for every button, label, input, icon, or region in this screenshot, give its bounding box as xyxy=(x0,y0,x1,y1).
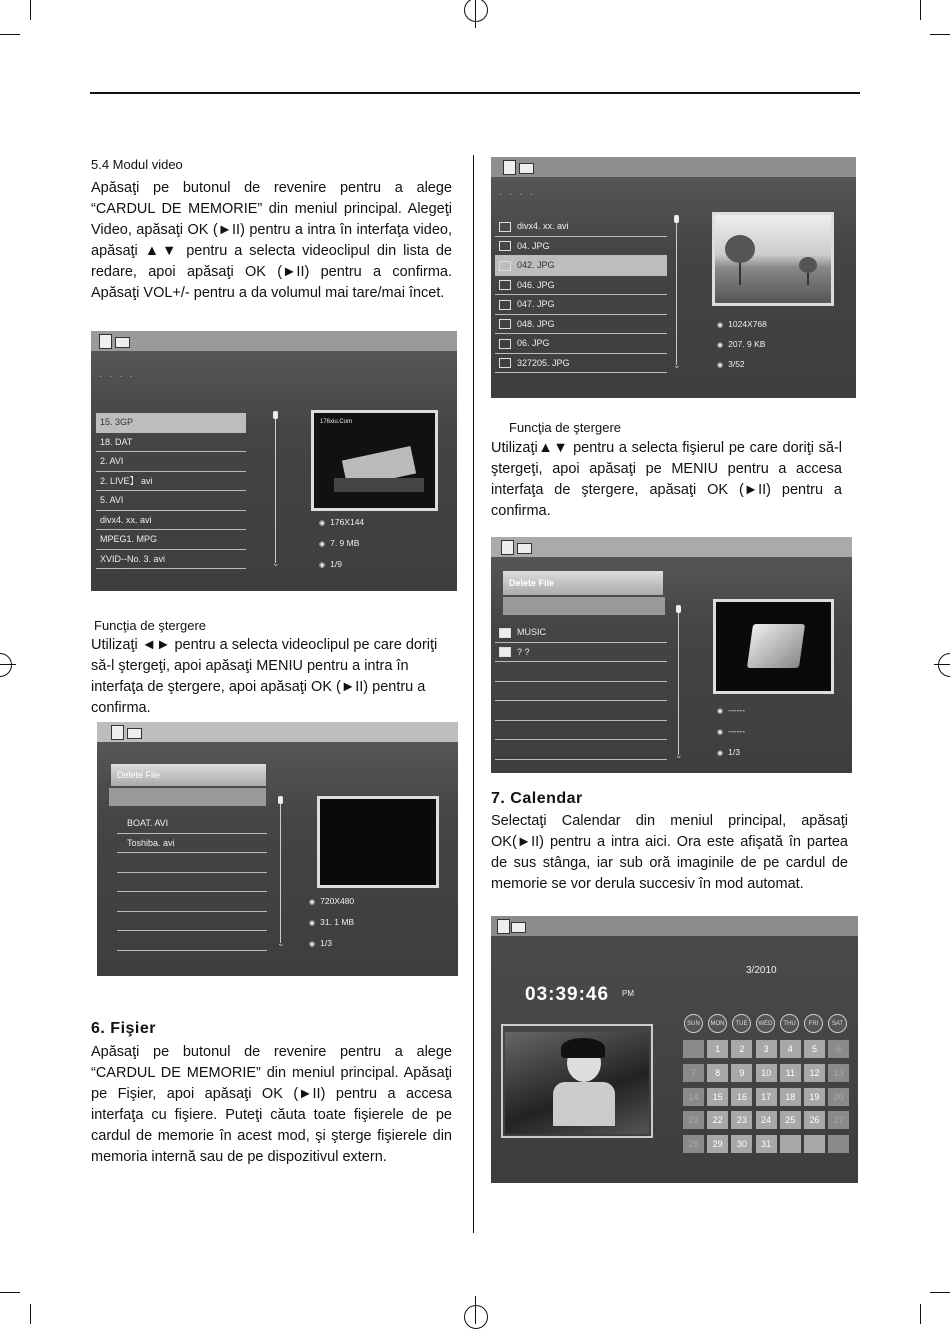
slideshow-photo xyxy=(505,1032,649,1134)
calendar-day-cell[interactable]: 18 xyxy=(780,1088,801,1106)
column-divider xyxy=(473,155,474,1233)
registration-mark xyxy=(934,664,950,665)
card-icon xyxy=(501,540,514,555)
screen-top-bar xyxy=(97,722,458,742)
list-item[interactable]: MPEG1. MPG xyxy=(96,530,246,550)
calendar-day-cell[interactable]: 29 xyxy=(707,1135,728,1153)
tv-icon xyxy=(115,337,130,348)
size-value: ◉ 31. 1 MB xyxy=(309,917,354,938)
list-item[interactable] xyxy=(495,721,667,741)
list-item[interactable] xyxy=(117,931,267,951)
person-hair xyxy=(561,1038,605,1058)
calendar-day-cell[interactable]: 2 xyxy=(731,1040,752,1058)
list-item[interactable]: Toshiba. avi xyxy=(117,834,267,854)
screen-top-bar xyxy=(491,537,852,557)
weekday-tue: TUE xyxy=(732,1014,751,1033)
video-intro-text: Apăsaţi pe butonul de revenire pentru a alege “CARDUL DE MEMORIE” din meniul principal. Alegeţi Video, apăsaţi OK (►II) pentru a intra în interfaţa video, apăsaţi ▲▼ pentru a selecta videoclipul din lista de redare, apoi apăsaţi OK (►II) pentru a confirma. Apăsaţi VOL+/- pentru a da volumul mai tare/mai încet. xyxy=(91,180,452,301)
list-item[interactable]: XVID--No. 3. avi xyxy=(96,550,246,570)
screen-top-bar xyxy=(491,157,856,177)
file-name: MUSIC xyxy=(517,627,546,637)
calendar-day-cell[interactable]: 10 xyxy=(756,1064,777,1082)
list-item[interactable] xyxy=(495,643,667,663)
file-list xyxy=(495,217,667,373)
calendar-day-cell[interactable]: 9 xyxy=(731,1064,752,1082)
header-rule xyxy=(90,92,860,94)
list-item[interactable] xyxy=(495,217,667,237)
calendar-day-cell[interactable]: 30 xyxy=(731,1135,752,1153)
crop-mark xyxy=(930,34,950,35)
calendar-day-cell[interactable]: 25 xyxy=(780,1111,801,1129)
card-icon xyxy=(503,160,516,175)
list-item[interactable]: BOAT. AVI xyxy=(117,814,267,834)
list-item-selected[interactable] xyxy=(495,256,667,276)
card-icon xyxy=(99,334,112,349)
list-item[interactable] xyxy=(495,315,667,335)
crop-mark xyxy=(30,1304,31,1324)
resolution-value: ◉ 1024X768 xyxy=(717,319,767,339)
crop-mark xyxy=(920,0,921,20)
scrollbar[interactable] xyxy=(280,798,281,943)
image-file-icon xyxy=(499,241,511,251)
calendar-day-cell[interactable]: 5 xyxy=(804,1040,825,1058)
image-info xyxy=(717,319,767,379)
list-item[interactable] xyxy=(117,853,267,873)
list-item[interactable] xyxy=(495,701,667,721)
calendar-screen xyxy=(491,916,858,1183)
calendar-day-cell[interactable]: 16 xyxy=(731,1088,752,1106)
tree-foliage xyxy=(725,235,755,263)
registration-mark xyxy=(0,664,16,665)
file-name: 047. JPG xyxy=(517,299,555,309)
weekday-sun: SUN xyxy=(684,1014,703,1033)
index-value: ◉ 1/3 xyxy=(717,747,745,768)
scrollbar[interactable] xyxy=(676,217,677,365)
size-value: ◉ 207. 9 KB xyxy=(717,339,767,359)
file-name: 048. JPG xyxy=(517,318,555,329)
calendar-day-cell[interactable] xyxy=(828,1135,849,1153)
registration-mark xyxy=(475,0,476,28)
image-file-icon xyxy=(499,358,511,368)
calendar-day-cell[interactable]: 4 xyxy=(780,1040,801,1058)
index-value: ◉ 1/9 xyxy=(319,559,364,580)
calendar-day-cell[interactable] xyxy=(780,1135,801,1153)
delete-video-screen xyxy=(97,722,458,976)
list-item[interactable] xyxy=(117,892,267,912)
list-item[interactable] xyxy=(495,276,667,296)
resolution-value: ◉ 176X144 xyxy=(319,517,364,538)
registration-mark xyxy=(0,653,12,677)
tv-icon xyxy=(127,728,142,739)
file-name: 327205. JPG xyxy=(517,357,570,368)
calendar-day-cell[interactable]: 7 xyxy=(683,1064,704,1082)
calendar-day-cell[interactable]: 3 xyxy=(756,1040,777,1058)
list-item[interactable] xyxy=(495,295,667,315)
list-item[interactable] xyxy=(495,682,667,702)
video-thumbnail xyxy=(311,410,438,511)
calendar-day-cell[interactable]: 11 xyxy=(780,1064,801,1082)
calendar-day-cell[interactable]: 20 xyxy=(828,1088,849,1106)
calendar-day-cell[interactable]: 14 xyxy=(683,1088,704,1106)
screen-top-bar xyxy=(91,331,457,351)
calendar-day-cell[interactable]: 31 xyxy=(756,1135,777,1153)
delete-file-option[interactable] xyxy=(503,597,665,615)
image-file-icon xyxy=(499,319,511,329)
calendar-day-cell[interactable]: 15 xyxy=(707,1088,728,1106)
calendar-day-cell[interactable]: 12 xyxy=(804,1064,825,1082)
weekday-thu: THU xyxy=(780,1014,799,1033)
calendar-day-cell[interactable]: 26 xyxy=(804,1111,825,1129)
list-item[interactable] xyxy=(495,740,667,760)
video-screen xyxy=(91,331,457,591)
video-file-icon xyxy=(499,222,511,232)
clock-time: 03:39:46 xyxy=(525,984,610,1005)
file-text: Apăsaţi pe butonul de revenire pentru a alege “CARDUL DE MEMORIE” din meniul principal. Apăsaţi pe Fişier, apoi apăsaţi OK (►II) pentru a accesa interfaţa cu fişiere. Puteţi căuta toate fişierele de pe cardul de memorie în acest mod, şi şterge fişierele din memoria internă sau de pe dispozitivul extern. xyxy=(91,1044,452,1165)
list-item[interactable]: 18. DAT xyxy=(96,433,246,453)
clock-ampm: PM xyxy=(622,989,634,998)
folder-icon xyxy=(499,647,511,657)
file-info xyxy=(717,705,745,768)
calendar-icon xyxy=(511,922,526,933)
image-file-icon xyxy=(499,280,511,290)
crop-mark xyxy=(0,34,20,35)
folder-icon xyxy=(517,543,532,554)
registration-mark xyxy=(464,0,488,22)
calendar-day-cell[interactable]: 13 xyxy=(828,1064,849,1082)
index-value: ◉ 3/52 xyxy=(717,359,767,379)
list-item[interactable]: 5. AVI xyxy=(96,491,246,511)
image-file-icon xyxy=(499,261,511,271)
folder-icon xyxy=(519,163,534,174)
image-file-icon xyxy=(499,339,511,349)
scrollbar[interactable] xyxy=(678,607,679,755)
scrollbar[interactable] xyxy=(275,413,276,563)
list-item[interactable]: 15. 3GP xyxy=(96,413,246,433)
calendar-day-cell[interactable] xyxy=(804,1135,825,1153)
file-name: 06. JPG xyxy=(517,338,550,348)
crop-mark xyxy=(930,1292,950,1293)
delete-file-list xyxy=(117,814,267,951)
video-thumbnail xyxy=(317,796,439,888)
list-item[interactable] xyxy=(495,354,667,374)
card-icon xyxy=(497,919,510,934)
crop-mark xyxy=(0,1292,20,1293)
weekday-wed: WED xyxy=(756,1014,775,1033)
resolution-value: ◉ ------ xyxy=(717,705,745,726)
file-name: 04. JPG xyxy=(517,240,550,251)
list-item[interactable] xyxy=(495,662,667,682)
file-heading: 6. Fişier xyxy=(91,1020,156,1037)
file-name: 042. JPG xyxy=(517,260,555,270)
list-item[interactable]: 2. LIVE】 avi xyxy=(96,472,246,492)
calendar-day-cell[interactable]: 28 xyxy=(683,1135,704,1153)
card-icon xyxy=(111,725,124,740)
folder-preview xyxy=(713,599,834,694)
resolution-value: ◉ 720X480 xyxy=(309,896,354,917)
registration-mark xyxy=(475,1296,476,1324)
file-name: ? ? xyxy=(517,646,530,657)
delete-file-list xyxy=(495,623,667,760)
calendar-month: 3/2010 xyxy=(746,965,777,976)
list-item[interactable] xyxy=(495,237,667,257)
crop-mark xyxy=(920,1304,921,1324)
slideshow-frame xyxy=(501,1024,653,1138)
calendar-day-cell[interactable]: 23 xyxy=(731,1111,752,1129)
calendar-day-cell[interactable]: 24 xyxy=(756,1111,777,1129)
size-value: ◉ ------ xyxy=(717,726,745,747)
folder-icon xyxy=(499,628,511,638)
index-value: ◉ 1/3 xyxy=(309,938,354,959)
section-title-video: 5.4 Modul video xyxy=(91,157,183,172)
person-body xyxy=(553,1082,615,1126)
calendar-day-cell[interactable]: 8 xyxy=(707,1064,728,1082)
calendar-day-cell[interactable]: 21 xyxy=(683,1111,704,1129)
calendar-day-cell[interactable] xyxy=(683,1040,704,1058)
water-shape xyxy=(334,478,424,492)
delete-title-left: Funcţia de ştergere xyxy=(94,618,207,633)
calendar-day-cell[interactable]: 6 xyxy=(828,1040,849,1058)
calendar-heading: 7. Calendar xyxy=(491,790,583,807)
image-file-icon xyxy=(499,300,511,310)
tree-foliage xyxy=(799,257,817,273)
delete-text-left: Utilizaţi ◄► pentru a selecta videoclipul pe care doriţi să-l ştergeţi, apoi apăsaţi MENIU pentru a intra în interfaţa de ştergere, apoi apăsaţi OK (►II) pentru a confirma. xyxy=(91,637,438,716)
video-info xyxy=(309,896,354,959)
delete-text-right: Utilizaţi▲▼ pentru a selecta fişierul pe care doriţi să-l ştergeţi, apoi apăsaţi pe MENIU pentru a accesa interfaţa de ştergere, apăsaţi OK (►II) pentru a confirma. xyxy=(491,440,842,519)
list-item[interactable]: divx4. xx. avi xyxy=(96,511,246,531)
video-info xyxy=(319,517,364,580)
delete-file-menu[interactable]: Delete File xyxy=(503,571,663,595)
weekday-mon: MON xyxy=(708,1014,727,1033)
delete-file-option[interactable] xyxy=(109,788,266,806)
folder-large-icon xyxy=(747,624,805,668)
calendar-day-cell[interactable]: 1 xyxy=(707,1040,728,1058)
thumbnail-caption: 176xiu.Com xyxy=(320,419,353,425)
delete-file-screen xyxy=(491,537,852,773)
calendar-text: Selectaţi Calendar din meniul principal, apăsaţi OK(►II) pentru a intra aici. Ora este afişată în partea de sus stânga, iar sub oră imaginile de pe cardul de memorie se vor derula succesiv în mod automat. xyxy=(491,813,848,892)
registration-mark xyxy=(464,1305,488,1329)
calendar-day-cell[interactable]: 19 xyxy=(804,1088,825,1106)
delete-file-menu[interactable]: Delete File xyxy=(111,764,266,786)
list-item[interactable] xyxy=(117,873,267,893)
delete-title-right: Funcţia de ştergere xyxy=(509,420,622,435)
list-item[interactable] xyxy=(117,912,267,932)
video-file-list xyxy=(96,413,246,569)
image-preview xyxy=(712,212,834,306)
list-item[interactable]: 2. AVI xyxy=(96,452,246,472)
calendar-day-cell[interactable]: 22 xyxy=(707,1111,728,1129)
weekday-sat: SAT xyxy=(828,1014,847,1033)
file-name: divx4. xx. avi xyxy=(517,221,569,231)
registration-mark xyxy=(938,653,950,677)
path-dots: · · · · xyxy=(99,371,135,382)
calendar-day-cell[interactable]: 17 xyxy=(756,1088,777,1106)
calendar-day-cell[interactable]: 27 xyxy=(828,1111,849,1129)
list-item[interactable] xyxy=(495,623,667,643)
file-name: 046. JPG xyxy=(517,279,555,290)
file-screen xyxy=(491,157,856,398)
path-dots: · · · · xyxy=(499,189,535,200)
weekday-fri: FRI xyxy=(804,1014,823,1033)
size-value: ◉ 7. 9 MB xyxy=(319,538,364,559)
crop-mark xyxy=(30,0,31,20)
screen-top-bar xyxy=(491,916,858,936)
list-item[interactable] xyxy=(495,334,667,354)
